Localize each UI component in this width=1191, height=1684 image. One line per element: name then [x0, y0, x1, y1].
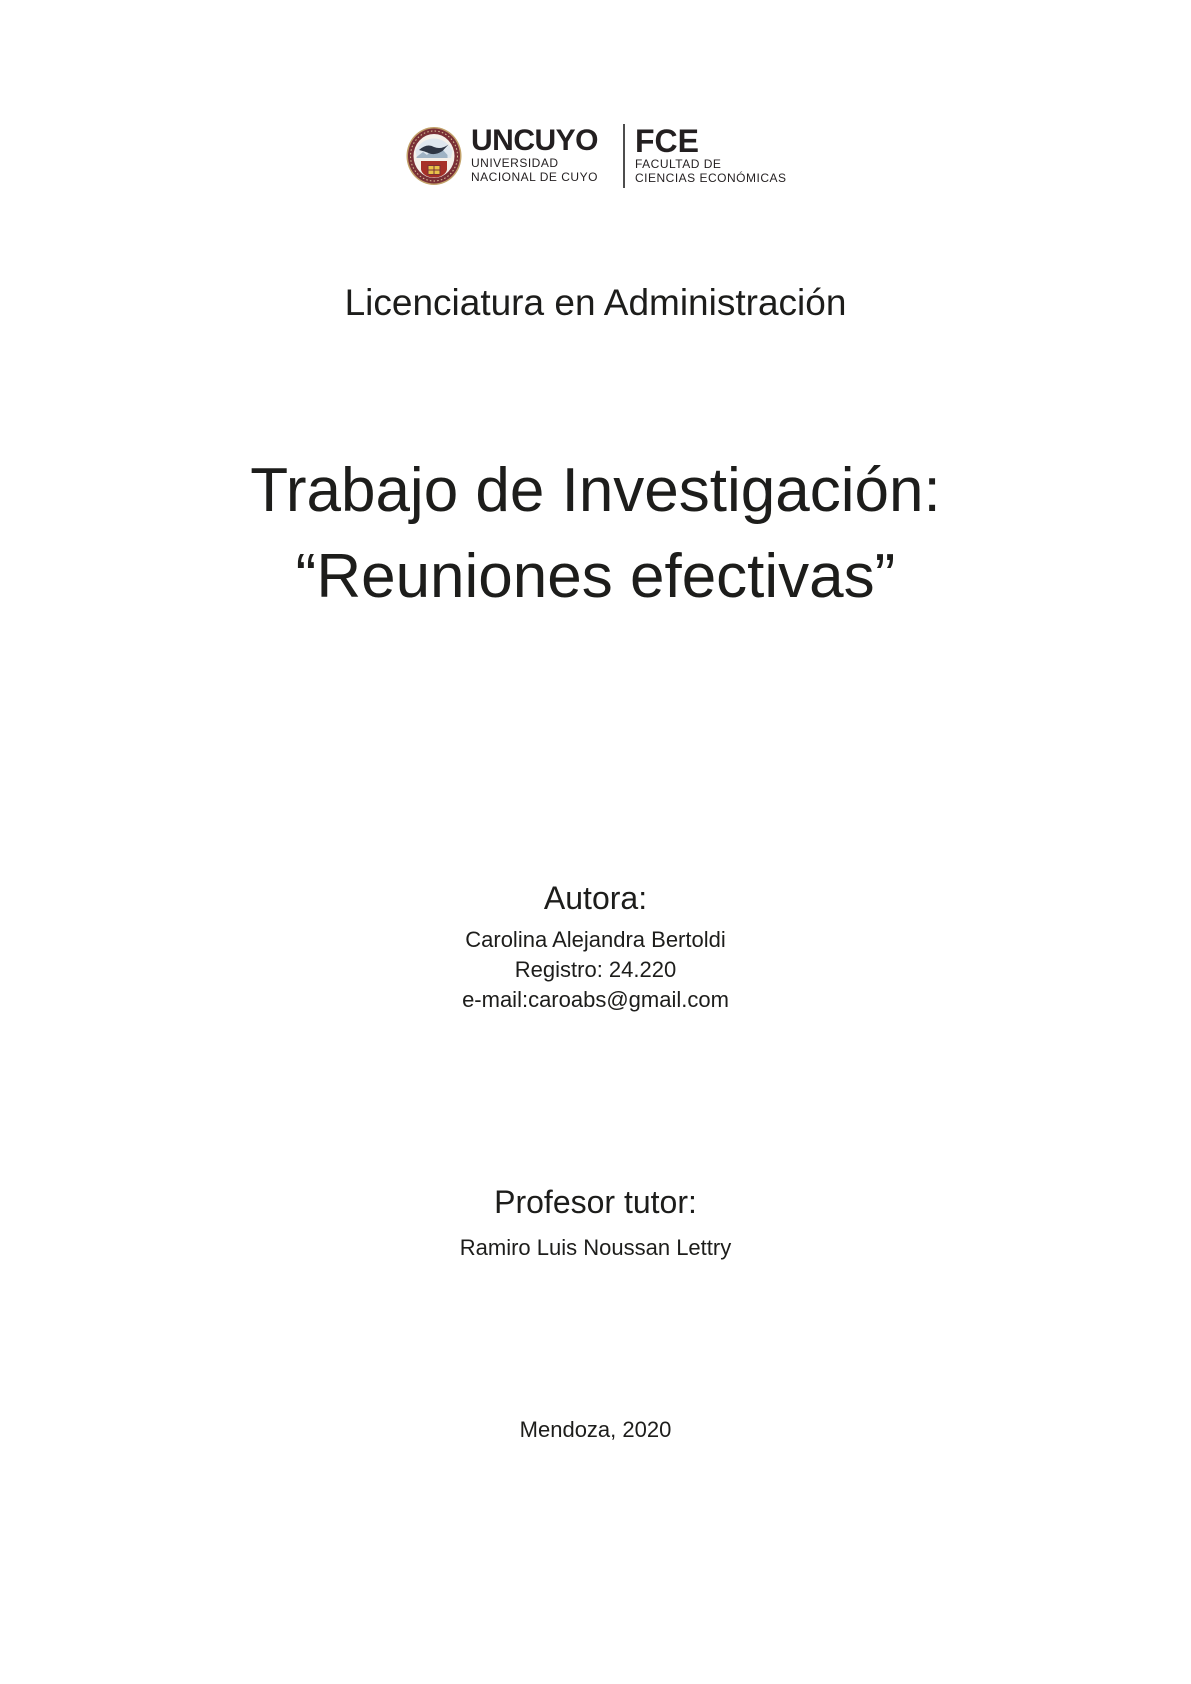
author-registry: Registro: 24.220: [514, 957, 677, 982]
faculty-wordmark: [635, 123, 787, 185]
tutor-heading: Profesor tutor:: [494, 1184, 697, 1220]
uncuyo-seal-icon: [405, 126, 463, 186]
author-email: e-mail:caroabs@gmail.com: [462, 987, 729, 1012]
logo-divider: [623, 124, 625, 188]
degree-program: Licenciatura en Administración: [344, 282, 847, 323]
document-title-line2: “Reuniones efectivas”: [295, 542, 896, 611]
author-name: Carolina Alejandra Bertoldi: [465, 927, 726, 952]
university-wordmark: [471, 124, 599, 184]
place-date: Mendoza, 2020: [519, 1417, 672, 1442]
author-section: [0, 880, 1191, 1015]
document-title-line1: Trabajo de Investigación:: [250, 456, 941, 525]
university-acronym: UNCUYO: [471, 124, 599, 157]
faculty-acronym: FCE: [635, 123, 699, 159]
tutor-section: [0, 1184, 1191, 1263]
institution-logo: [405, 123, 795, 190]
author-heading: Autora:: [543, 880, 648, 916]
university-name-line1: UNIVERSIDAD: [471, 156, 559, 170]
faculty-name-line2: CIENCIAS ECONÓMICAS: [635, 171, 787, 185]
document-title: [0, 448, 1191, 620]
faculty-name-line1: FACULTAD DE: [635, 157, 722, 171]
tutor-name: Ramiro Luis Noussan Lettry: [459, 1235, 732, 1260]
university-name-line2: NACIONAL DE CUYO: [471, 170, 598, 184]
